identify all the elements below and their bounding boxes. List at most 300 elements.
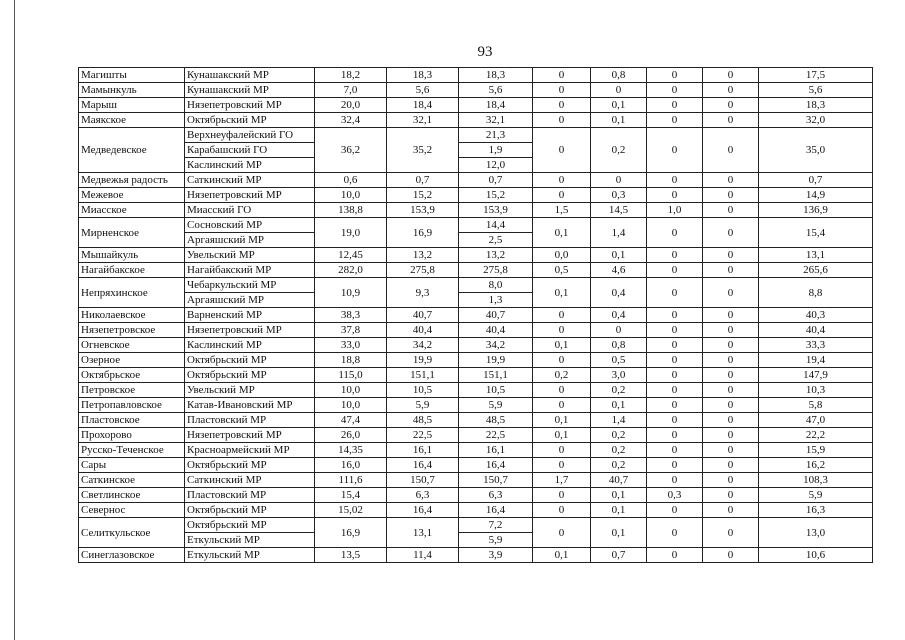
value-cell-c6: 0 [647, 383, 703, 398]
value-cell-c6: 1,0 [647, 203, 703, 218]
table-row [79, 203, 873, 218]
value-cell-c8: 8,8 [759, 278, 873, 308]
value-cell-c5: 0,1 [591, 98, 647, 113]
value-cell-c1: 10,9 [315, 278, 387, 308]
value-cell-c8: 5,9 [759, 488, 873, 503]
value-cell-c1: 15,4 [315, 488, 387, 503]
table-row [79, 458, 873, 473]
value-cell-c3: 150,7 [459, 473, 533, 488]
value-cell-c8: 35,0 [759, 128, 873, 173]
value-cell-c3: 18,4 [459, 98, 533, 113]
value-cell-c4: 1,7 [533, 473, 591, 488]
value-cell-c2: 6,3 [387, 488, 459, 503]
value-cell-c5: 0,2 [591, 458, 647, 473]
table-row [79, 173, 873, 188]
settlement-cell: Русско-Теченское [79, 443, 185, 458]
settlement-cell: Марыш [79, 98, 185, 113]
value-cell-c6: 0 [647, 458, 703, 473]
table-row [79, 323, 873, 338]
value-cell-c8: 17,5 [759, 68, 873, 83]
value-cell-c6: 0 [647, 248, 703, 263]
district-cell: Катав-Ивановский МР [185, 398, 315, 413]
settlement-cell: Саткинское [79, 473, 185, 488]
value-cell-c1: 13,5 [315, 548, 387, 563]
district-cell: Октябрьский МР [185, 368, 315, 383]
value-cell-c2: 13,1 [387, 518, 459, 548]
value-cell-c4: 0 [533, 458, 591, 473]
value-cell-c2: 40,4 [387, 323, 459, 338]
value-cell-c6: 0 [647, 98, 703, 113]
value-cell-c7: 0 [703, 488, 759, 503]
table-row [79, 518, 873, 533]
value-cell-c8: 5,6 [759, 83, 873, 98]
table-row [79, 263, 873, 278]
value-cell-c1: 36,2 [315, 128, 387, 173]
value-cell-c3: 34,2 [459, 338, 533, 353]
value-cell-c6: 0 [647, 428, 703, 443]
settlement-cell: Нагайбакское [79, 263, 185, 278]
value-cell-c8: 15,4 [759, 218, 873, 248]
value-cell-c3: 15,2 [459, 188, 533, 203]
settlement-cell: Николаевское [79, 308, 185, 323]
value-cell-c6: 0 [647, 128, 703, 173]
value-cell-c1: 32,4 [315, 113, 387, 128]
value-cell-c7: 0 [703, 383, 759, 398]
value-cell-c2: 16,1 [387, 443, 459, 458]
value-cell-c5: 1,4 [591, 413, 647, 428]
district-cell: Карабашский ГО [185, 143, 315, 158]
value-cell-c4: 0 [533, 173, 591, 188]
value-cell-c3: 21,3 [459, 128, 533, 143]
value-cell-c1: 138,8 [315, 203, 387, 218]
value-cell-c3: 151,1 [459, 368, 533, 383]
value-cell-c7: 0 [703, 368, 759, 383]
settlement-cell: Сары [79, 458, 185, 473]
value-cell-c8: 147,9 [759, 368, 873, 383]
value-cell-c8: 16,2 [759, 458, 873, 473]
value-cell-c1: 33,0 [315, 338, 387, 353]
value-cell-c7: 0 [703, 518, 759, 548]
value-cell-c8: 15,9 [759, 443, 873, 458]
value-cell-c8: 10,6 [759, 548, 873, 563]
district-cell: Октябрьский МР [185, 113, 315, 128]
value-cell-c4: 0,1 [533, 218, 591, 248]
table-row [79, 68, 873, 83]
value-cell-c3: 275,8 [459, 263, 533, 278]
value-cell-c3: 153,9 [459, 203, 533, 218]
value-cell-c3: 10,5 [459, 383, 533, 398]
settlement-cell: Мамынкуль [79, 83, 185, 98]
value-cell-c4: 0 [533, 383, 591, 398]
value-cell-c7: 0 [703, 68, 759, 83]
value-cell-c1: 12,45 [315, 248, 387, 263]
settlement-cell: Петровское [79, 383, 185, 398]
value-cell-c7: 0 [703, 353, 759, 368]
value-cell-c6: 0 [647, 548, 703, 563]
settlement-cell: Светлинское [79, 488, 185, 503]
lake-data-table [78, 67, 873, 563]
value-cell-c7: 0 [703, 323, 759, 338]
value-cell-c1: 20,0 [315, 98, 387, 113]
value-cell-c3: 16,4 [459, 503, 533, 518]
value-cell-c1: 10,0 [315, 383, 387, 398]
value-cell-c6: 0 [647, 518, 703, 548]
table-row [79, 248, 873, 263]
value-cell-c8: 47,0 [759, 413, 873, 428]
value-cell-c4: 0 [533, 128, 591, 173]
value-cell-c7: 0 [703, 413, 759, 428]
value-cell-c3: 1,3 [459, 293, 533, 308]
value-cell-c4: 0 [533, 503, 591, 518]
settlement-cell: Пластовское [79, 413, 185, 428]
value-cell-c4: 0,1 [533, 338, 591, 353]
value-cell-c5: 0,1 [591, 248, 647, 263]
value-cell-c4: 0 [533, 308, 591, 323]
value-cell-c6: 0 [647, 278, 703, 308]
value-cell-c2: 11,4 [387, 548, 459, 563]
value-cell-c7: 0 [703, 98, 759, 113]
district-cell: Нязепетровский МР [185, 323, 315, 338]
value-cell-c7: 0 [703, 83, 759, 98]
value-cell-c8: 0,7 [759, 173, 873, 188]
value-cell-c5: 4,6 [591, 263, 647, 278]
value-cell-c8: 16,3 [759, 503, 873, 518]
value-cell-c6: 0 [647, 398, 703, 413]
district-cell: Миасский ГО [185, 203, 315, 218]
value-cell-c4: 0 [533, 398, 591, 413]
value-cell-c7: 0 [703, 338, 759, 353]
value-cell-c5: 0,1 [591, 503, 647, 518]
table-row [79, 353, 873, 368]
value-cell-c8: 13,1 [759, 248, 873, 263]
table-row [79, 98, 873, 113]
value-cell-c4: 0,1 [533, 548, 591, 563]
value-cell-c8: 108,3 [759, 473, 873, 488]
settlement-cell: Межевое [79, 188, 185, 203]
value-cell-c7: 0 [703, 278, 759, 308]
settlement-cell: Медведевское [79, 128, 185, 173]
district-cell: Октябрьский МР [185, 503, 315, 518]
value-cell-c6: 0 [647, 218, 703, 248]
value-cell-c7: 0 [703, 473, 759, 488]
value-cell-c2: 16,4 [387, 503, 459, 518]
value-cell-c8: 5,8 [759, 398, 873, 413]
value-cell-c6: 0 [647, 188, 703, 203]
district-cell: Аргаяшский МР [185, 233, 315, 248]
value-cell-c5: 0,4 [591, 308, 647, 323]
value-cell-c3: 6,3 [459, 488, 533, 503]
value-cell-c5: 1,4 [591, 218, 647, 248]
value-cell-c5: 3,0 [591, 368, 647, 383]
value-cell-c3: 18,3 [459, 68, 533, 83]
value-cell-c1: 10,0 [315, 188, 387, 203]
page-number: 93 [477, 44, 493, 60]
value-cell-c1: 18,8 [315, 353, 387, 368]
value-cell-c1: 15,02 [315, 503, 387, 518]
value-cell-c6: 0 [647, 443, 703, 458]
value-cell-c7: 0 [703, 428, 759, 443]
table-row [79, 383, 873, 398]
value-cell-c4: 0 [533, 83, 591, 98]
table-body [79, 68, 873, 563]
district-cell: Октябрьский МР [185, 518, 315, 533]
value-cell-c7: 0 [703, 173, 759, 188]
value-cell-c4: 0 [533, 443, 591, 458]
value-cell-c3: 16,4 [459, 458, 533, 473]
value-cell-c8: 40,3 [759, 308, 873, 323]
value-cell-c4: 0 [533, 488, 591, 503]
value-cell-c2: 15,2 [387, 188, 459, 203]
value-cell-c3: 22,5 [459, 428, 533, 443]
value-cell-c5: 0,2 [591, 428, 647, 443]
value-cell-c8: 32,0 [759, 113, 873, 128]
settlement-cell: Октябрьское [79, 368, 185, 383]
value-cell-c2: 32,1 [387, 113, 459, 128]
value-cell-c1: 7,0 [315, 83, 387, 98]
value-cell-c3: 7,2 [459, 518, 533, 533]
district-cell: Нязепетровский МР [185, 98, 315, 113]
value-cell-c5: 0 [591, 173, 647, 188]
value-cell-c4: 0 [533, 518, 591, 548]
value-cell-c5: 0,1 [591, 488, 647, 503]
value-cell-c1: 10,0 [315, 398, 387, 413]
settlement-cell: Огневское [79, 338, 185, 353]
settlement-cell: Магишты [79, 68, 185, 83]
value-cell-c4: 0 [533, 323, 591, 338]
table-row [79, 413, 873, 428]
settlement-cell: Селиткульское [79, 518, 185, 548]
value-cell-c4: 1,5 [533, 203, 591, 218]
settlement-cell: Озерное [79, 353, 185, 368]
district-cell: Саткинский МР [185, 173, 315, 188]
value-cell-c7: 0 [703, 203, 759, 218]
value-cell-c6: 0 [647, 368, 703, 383]
settlement-cell: Медвежья радость [79, 173, 185, 188]
district-cell: Каслинский МР [185, 158, 315, 173]
value-cell-c8: 40,4 [759, 323, 873, 338]
value-cell-c2: 153,9 [387, 203, 459, 218]
value-cell-c2: 151,1 [387, 368, 459, 383]
value-cell-c3: 5,9 [459, 533, 533, 548]
district-cell: Еткульский МР [185, 533, 315, 548]
settlement-cell: Мирненское [79, 218, 185, 248]
value-cell-c3: 13,2 [459, 248, 533, 263]
value-cell-c6: 0 [647, 263, 703, 278]
value-cell-c8: 10,3 [759, 383, 873, 398]
district-cell: Чебаркульский МР [185, 278, 315, 293]
value-cell-c2: 18,3 [387, 68, 459, 83]
value-cell-c3: 19,9 [459, 353, 533, 368]
district-cell: Нязепетровский МР [185, 428, 315, 443]
value-cell-c3: 5,9 [459, 398, 533, 413]
value-cell-c2: 5,6 [387, 83, 459, 98]
district-cell: Нязепетровский МР [185, 188, 315, 203]
table-row [79, 488, 873, 503]
value-cell-c2: 40,7 [387, 308, 459, 323]
value-cell-c3: 5,6 [459, 83, 533, 98]
value-cell-c5: 40,7 [591, 473, 647, 488]
table-row [79, 278, 873, 293]
value-cell-c6: 0 [647, 173, 703, 188]
value-cell-c7: 0 [703, 113, 759, 128]
value-cell-c4: 0,1 [533, 278, 591, 308]
table-row [79, 503, 873, 518]
value-cell-c6: 0 [647, 503, 703, 518]
value-cell-c6: 0 [647, 353, 703, 368]
value-cell-c5: 0,8 [591, 338, 647, 353]
value-cell-c6: 0 [647, 113, 703, 128]
value-cell-c5: 0,1 [591, 113, 647, 128]
value-cell-c7: 0 [703, 398, 759, 413]
district-cell: Сосновский МР [185, 218, 315, 233]
settlement-cell: Непряхинское [79, 278, 185, 308]
value-cell-c5: 0,3 [591, 188, 647, 203]
value-cell-c1: 16,0 [315, 458, 387, 473]
value-cell-c2: 16,9 [387, 218, 459, 248]
district-cell: Каслинский МР [185, 338, 315, 353]
value-cell-c2: 150,7 [387, 473, 459, 488]
value-cell-c8: 19,4 [759, 353, 873, 368]
value-cell-c2: 0,7 [387, 173, 459, 188]
value-cell-c1: 14,35 [315, 443, 387, 458]
value-cell-c1: 16,9 [315, 518, 387, 548]
district-cell: Нагайбакский МР [185, 263, 315, 278]
value-cell-c4: 0 [533, 188, 591, 203]
value-cell-c5: 0,5 [591, 353, 647, 368]
value-cell-c7: 0 [703, 128, 759, 173]
value-cell-c7: 0 [703, 443, 759, 458]
value-cell-c1: 18,2 [315, 68, 387, 83]
value-cell-c4: 0 [533, 353, 591, 368]
value-cell-c6: 0 [647, 308, 703, 323]
value-cell-c6: 0 [647, 338, 703, 353]
value-cell-c4: 0,1 [533, 428, 591, 443]
value-cell-c1: 19,0 [315, 218, 387, 248]
value-cell-c1: 111,6 [315, 473, 387, 488]
value-cell-c1: 47,4 [315, 413, 387, 428]
value-cell-c6: 0 [647, 473, 703, 488]
value-cell-c6: 0 [647, 413, 703, 428]
value-cell-c7: 0 [703, 188, 759, 203]
value-cell-c8: 14,9 [759, 188, 873, 203]
settlement-cell: Прохорово [79, 428, 185, 443]
value-cell-c2: 10,5 [387, 383, 459, 398]
value-cell-c5: 0,1 [591, 518, 647, 548]
district-cell: Кунашакский МР [185, 83, 315, 98]
value-cell-c6: 0 [647, 323, 703, 338]
value-cell-c3: 32,1 [459, 113, 533, 128]
scan-edge-line [14, 0, 15, 640]
district-cell: Красноармейский МР [185, 443, 315, 458]
value-cell-c2: 275,8 [387, 263, 459, 278]
value-cell-c5: 0,2 [591, 443, 647, 458]
value-cell-c2: 13,2 [387, 248, 459, 263]
value-cell-c2: 34,2 [387, 338, 459, 353]
district-cell: Пластовский МР [185, 413, 315, 428]
value-cell-c6: 0,3 [647, 488, 703, 503]
value-cell-c5: 14,5 [591, 203, 647, 218]
value-cell-c4: 0 [533, 68, 591, 83]
settlement-cell: Севернос [79, 503, 185, 518]
value-cell-c7: 0 [703, 458, 759, 473]
value-cell-c1: 37,8 [315, 323, 387, 338]
value-cell-c2: 22,5 [387, 428, 459, 443]
settlement-cell: Нязепетровское [79, 323, 185, 338]
table-row [79, 428, 873, 443]
value-cell-c3: 0,7 [459, 173, 533, 188]
value-cell-c1: 282,0 [315, 263, 387, 278]
value-cell-c4: 0,0 [533, 248, 591, 263]
value-cell-c2: 35,2 [387, 128, 459, 173]
district-cell: Пластовский МР [185, 488, 315, 503]
district-cell: Кунашакский МР [185, 68, 315, 83]
value-cell-c5: 0 [591, 83, 647, 98]
value-cell-c5: 0,2 [591, 128, 647, 173]
value-cell-c3: 16,1 [459, 443, 533, 458]
value-cell-c8: 136,9 [759, 203, 873, 218]
value-cell-c7: 0 [703, 263, 759, 278]
value-cell-c3: 3,9 [459, 548, 533, 563]
value-cell-c4: 0 [533, 98, 591, 113]
district-cell: Еткульский МР [185, 548, 315, 563]
table-row [79, 308, 873, 323]
table-row [79, 473, 873, 488]
table-row [79, 188, 873, 203]
settlement-cell: Синеглазовское [79, 548, 185, 563]
value-cell-c2: 5,9 [387, 398, 459, 413]
value-cell-c5: 0,2 [591, 383, 647, 398]
table-row [79, 398, 873, 413]
table-row [79, 443, 873, 458]
value-cell-c4: 0 [533, 113, 591, 128]
settlement-cell: Петропавловское [79, 398, 185, 413]
value-cell-c7: 0 [703, 308, 759, 323]
value-cell-c5: 0 [591, 323, 647, 338]
value-cell-c8: 18,3 [759, 98, 873, 113]
table-row [79, 368, 873, 383]
value-cell-c5: 0,1 [591, 398, 647, 413]
value-cell-c1: 115,0 [315, 368, 387, 383]
table-row [79, 338, 873, 353]
value-cell-c7: 0 [703, 503, 759, 518]
value-cell-c2: 48,5 [387, 413, 459, 428]
district-cell: Октябрьский МР [185, 353, 315, 368]
value-cell-c7: 0 [703, 248, 759, 263]
value-cell-c3: 14,4 [459, 218, 533, 233]
table-row [79, 83, 873, 98]
value-cell-c1: 0,6 [315, 173, 387, 188]
value-cell-c3: 12,0 [459, 158, 533, 173]
district-cell: Саткинский МР [185, 473, 315, 488]
district-cell: Увельский МР [185, 248, 315, 263]
value-cell-c8: 265,6 [759, 263, 873, 278]
value-cell-c1: 38,3 [315, 308, 387, 323]
value-cell-c2: 9,3 [387, 278, 459, 308]
value-cell-c2: 19,9 [387, 353, 459, 368]
value-cell-c3: 48,5 [459, 413, 533, 428]
district-cell: Октябрьский МР [185, 458, 315, 473]
value-cell-c3: 2,5 [459, 233, 533, 248]
value-cell-c7: 0 [703, 548, 759, 563]
district-cell: Увельский МР [185, 383, 315, 398]
value-cell-c4: 0,2 [533, 368, 591, 383]
settlement-cell: Миасское [79, 203, 185, 218]
value-cell-c6: 0 [647, 83, 703, 98]
value-cell-c1: 26,0 [315, 428, 387, 443]
value-cell-c8: 13,0 [759, 518, 873, 548]
value-cell-c5: 0,8 [591, 68, 647, 83]
value-cell-c5: 0,4 [591, 278, 647, 308]
